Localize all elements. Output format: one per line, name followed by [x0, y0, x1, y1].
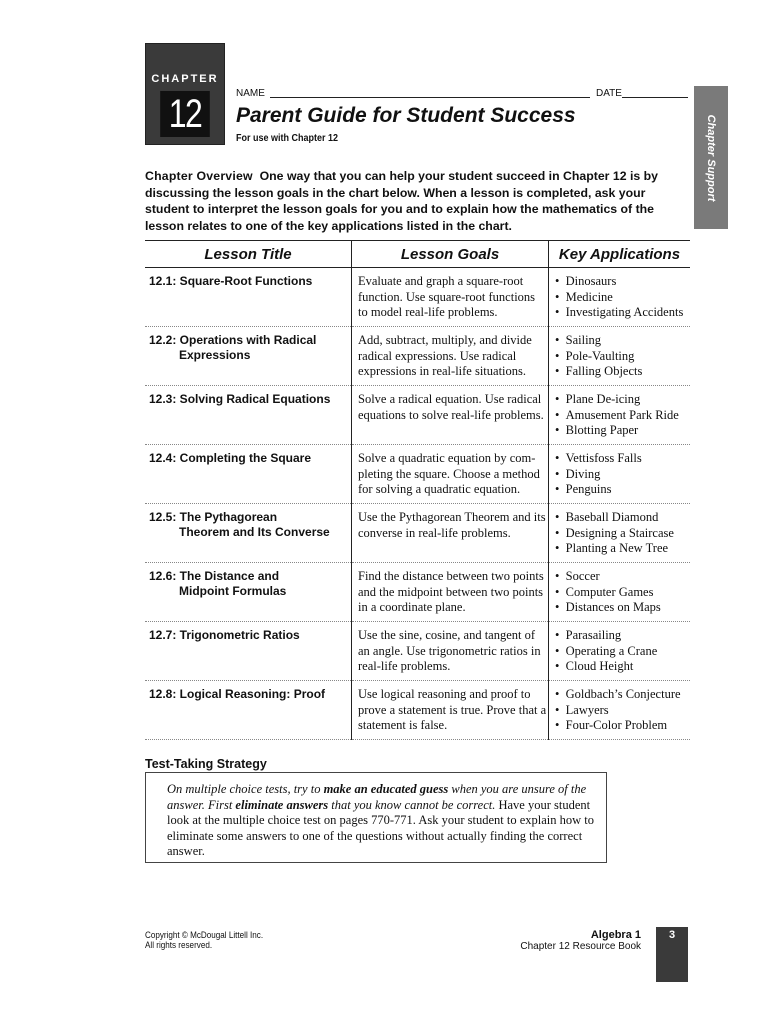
lesson-title: 12.1: Square-Root Functions — [149, 274, 313, 288]
lesson-goal-line: pleting the square. Choose a method — [358, 466, 540, 481]
key-applications-cell — [549, 268, 691, 327]
lesson-title: 12.7: Trigonometric Ratios — [149, 628, 300, 642]
table-row — [145, 268, 690, 327]
strategy-italic-3: that you know cannot be correct. — [328, 797, 496, 812]
header-lesson-title: Lesson Title — [145, 241, 352, 268]
key-applications-cell — [549, 386, 691, 445]
key-application-item: • Investigating Accidents — [555, 305, 690, 321]
lesson-title-cell — [145, 681, 352, 740]
key-application-item: • Parasailing — [555, 628, 690, 644]
page-subtitle: For use with Chapter 12 — [236, 133, 339, 144]
key-application-item: • Distances on Maps — [555, 600, 690, 616]
lesson-title-cell — [145, 445, 352, 504]
key-application-item: • Penguins — [555, 482, 690, 498]
book-title: Algebra 1 — [590, 929, 641, 941]
lesson-title-cell — [145, 268, 352, 327]
lesson-title-cell — [145, 504, 352, 563]
lesson-goal-line: Use the sine, cosine, and tangent of — [358, 628, 536, 642]
date-line — [622, 97, 688, 98]
lesson-goal-line: function. Use square-root functions — [358, 289, 536, 304]
lesson-goal-line: Evaluate and graph a square-root — [358, 274, 524, 288]
table-header-row — [145, 241, 690, 268]
table-row — [145, 386, 690, 445]
lesson-title: 12.3: Solving Radical Equations — [149, 392, 331, 406]
key-application-item: • Planting a New Tree — [555, 541, 690, 557]
key-application-item: • Operating a Crane — [555, 644, 690, 660]
strategy-italic-2: when you are unsure of the answer. First — [167, 782, 587, 812]
lesson-goals-cell — [352, 327, 549, 386]
lesson-goal-line: equations to solve real-life problems. — [358, 407, 544, 422]
name-line — [270, 97, 590, 98]
key-applications-cell — [549, 445, 691, 504]
lesson-title-cell — [145, 563, 352, 622]
copyright — [145, 930, 263, 950]
key-application-item: • Amusement Park Ride — [555, 408, 690, 424]
key-application-item: • Sailing — [555, 333, 690, 349]
key-application-item: • Baseball Diamond — [555, 510, 690, 526]
header-key-applications: Key Applications — [549, 241, 691, 268]
lesson-goal-line: for solving a quadratic equation. — [358, 482, 521, 497]
lesson-goal-line: radical expressions. Use radical — [358, 348, 517, 363]
side-tab — [694, 86, 728, 229]
lesson-goals-cell — [352, 504, 549, 563]
overview-text: One way that you can help your student succeed in Chapter 12 is by discussing the lesson goals in the chart below. When a lesson is completed, ask your student to interpret the lesson goals for you and to explain how the mathematics of the lesson relates to one of the key applications listed in the chart. — [145, 169, 658, 233]
key-application-item: • Designing a Staircase — [555, 526, 690, 542]
lesson-goal-line: in a coordinate plane. — [358, 600, 466, 615]
lesson-title-continued: Midpoint Formulas — [179, 584, 287, 598]
lesson-goal-line: and the midpoint between two points — [358, 584, 544, 599]
key-application-item: • Lawyers — [555, 703, 690, 719]
side-tab-label: Chapter Support — [705, 114, 717, 201]
lesson-goal-line: Use logical reasoning and proof to — [358, 687, 531, 701]
lesson-goal-line: expressions in real-life situations. — [358, 364, 527, 379]
name-label: NAME — [236, 88, 265, 99]
key-applications-cell — [549, 622, 691, 681]
table-row — [145, 622, 690, 681]
strategy-text: Have your student look at the multiple choice test on pages 770-771. Ask your student to explain how to eliminate some answers to one of the questions without actually finding the correct answer. — [167, 797, 595, 859]
key-application-item: • Falling Objects — [555, 364, 690, 380]
lesson-goal-line: Solve a quadratic equation by com- — [358, 451, 536, 465]
page-title: Parent Guide for Student Success — [236, 104, 576, 127]
lesson-title: 12.2: Operations with Radical — [149, 333, 317, 347]
lesson-goals-cell — [352, 386, 549, 445]
chapter-number: 12 — [160, 91, 210, 137]
key-applications-cell — [549, 563, 691, 622]
chapter-label: CHAPTER — [151, 73, 219, 85]
lesson-title: 12.5: The Pythagorean — [149, 510, 278, 524]
copyright-line-2: All rights reserved. — [145, 940, 213, 950]
strategy-heading: Test-Taking Strategy — [145, 757, 267, 771]
key-application-item: • Pole-Vaulting — [555, 349, 690, 365]
lesson-title-cell — [145, 327, 352, 386]
key-applications-cell — [549, 504, 691, 563]
lesson-goals-cell — [352, 563, 549, 622]
lesson-goal-line: an angle. Use trigonometric ratios in — [358, 643, 541, 658]
key-application-item: • Cloud Height — [555, 659, 690, 675]
lesson-title: 12.6: The Distance and — [149, 569, 280, 583]
key-application-item: • Diving — [555, 467, 690, 483]
key-applications-cell — [549, 681, 691, 740]
lesson-title-continued: Theorem and Its Converse — [179, 525, 330, 539]
lesson-goal-line: to model real-life problems. — [358, 305, 498, 320]
overview-lead: Chapter Overview — [145, 169, 253, 183]
key-application-item: • Soccer — [555, 569, 690, 585]
lesson-goals-cell — [352, 268, 549, 327]
key-application-item: • Computer Games — [555, 585, 690, 601]
key-application-item: • Medicine — [555, 290, 690, 306]
lesson-goal-line: Use the Pythagorean Theorem and its — [358, 510, 546, 524]
strategy-italic-1: On multiple choice tests, try to — [167, 782, 324, 796]
table-row — [145, 327, 690, 386]
table-row — [145, 563, 690, 622]
lesson-title: 12.8: Logical Reasoning: Proof — [149, 687, 326, 701]
lesson-title-cell — [145, 622, 352, 681]
lesson-goal-line: real-life problems. — [358, 659, 451, 674]
strategy-bold-1: make an educated guess — [323, 782, 449, 796]
page-number: 3 — [656, 927, 688, 982]
lesson-goals-cell — [352, 445, 549, 504]
lesson-goal-line: prove a statement is true. Prove that a — [358, 702, 547, 717]
key-application-item: • Goldbach’s Conjecture — [555, 687, 690, 703]
key-application-item: • Dinosaurs — [555, 274, 690, 290]
chapter-overview — [145, 168, 690, 234]
lesson-table — [145, 240, 690, 740]
lesson-goal-line: Find the distance between two points — [358, 569, 544, 583]
key-application-item: • Vettisfoss Falls — [555, 451, 690, 467]
lesson-title: 12.4: Completing the Square — [149, 451, 312, 465]
name-date-row — [236, 85, 688, 99]
table-row — [145, 445, 690, 504]
table-row — [145, 681, 690, 740]
key-applications-cell — [549, 327, 691, 386]
lesson-goal-line: Solve a radical equation. Use radical — [358, 392, 542, 406]
table-row — [145, 504, 690, 563]
lesson-goals-cell — [352, 622, 549, 681]
lesson-goals-cell — [352, 681, 549, 740]
key-application-item: • Plane De-icing — [555, 392, 690, 408]
book-subtitle: Chapter 12 Resource Book — [520, 941, 641, 952]
lesson-title-continued: Expressions — [179, 348, 251, 362]
copyright-line-1: Copyright © McDougal Littell Inc. — [145, 930, 264, 940]
key-application-item: • Four-Color Problem — [555, 718, 690, 734]
key-application-item: • Blotting Paper — [555, 423, 690, 439]
strategy-bold-2: eliminate answers — [235, 797, 329, 812]
header-lesson-goals: Lesson Goals — [352, 241, 549, 268]
lesson-goal-line: converse in real-life problems. — [358, 525, 511, 540]
strategy-box — [145, 772, 607, 863]
chapter-badge — [145, 43, 225, 145]
lesson-title-cell — [145, 386, 352, 445]
date-label: DATE — [596, 88, 622, 99]
lesson-goal-line: Add, subtract, multiply, and divide — [358, 333, 532, 347]
lesson-goal-line: statement is false. — [358, 718, 448, 733]
